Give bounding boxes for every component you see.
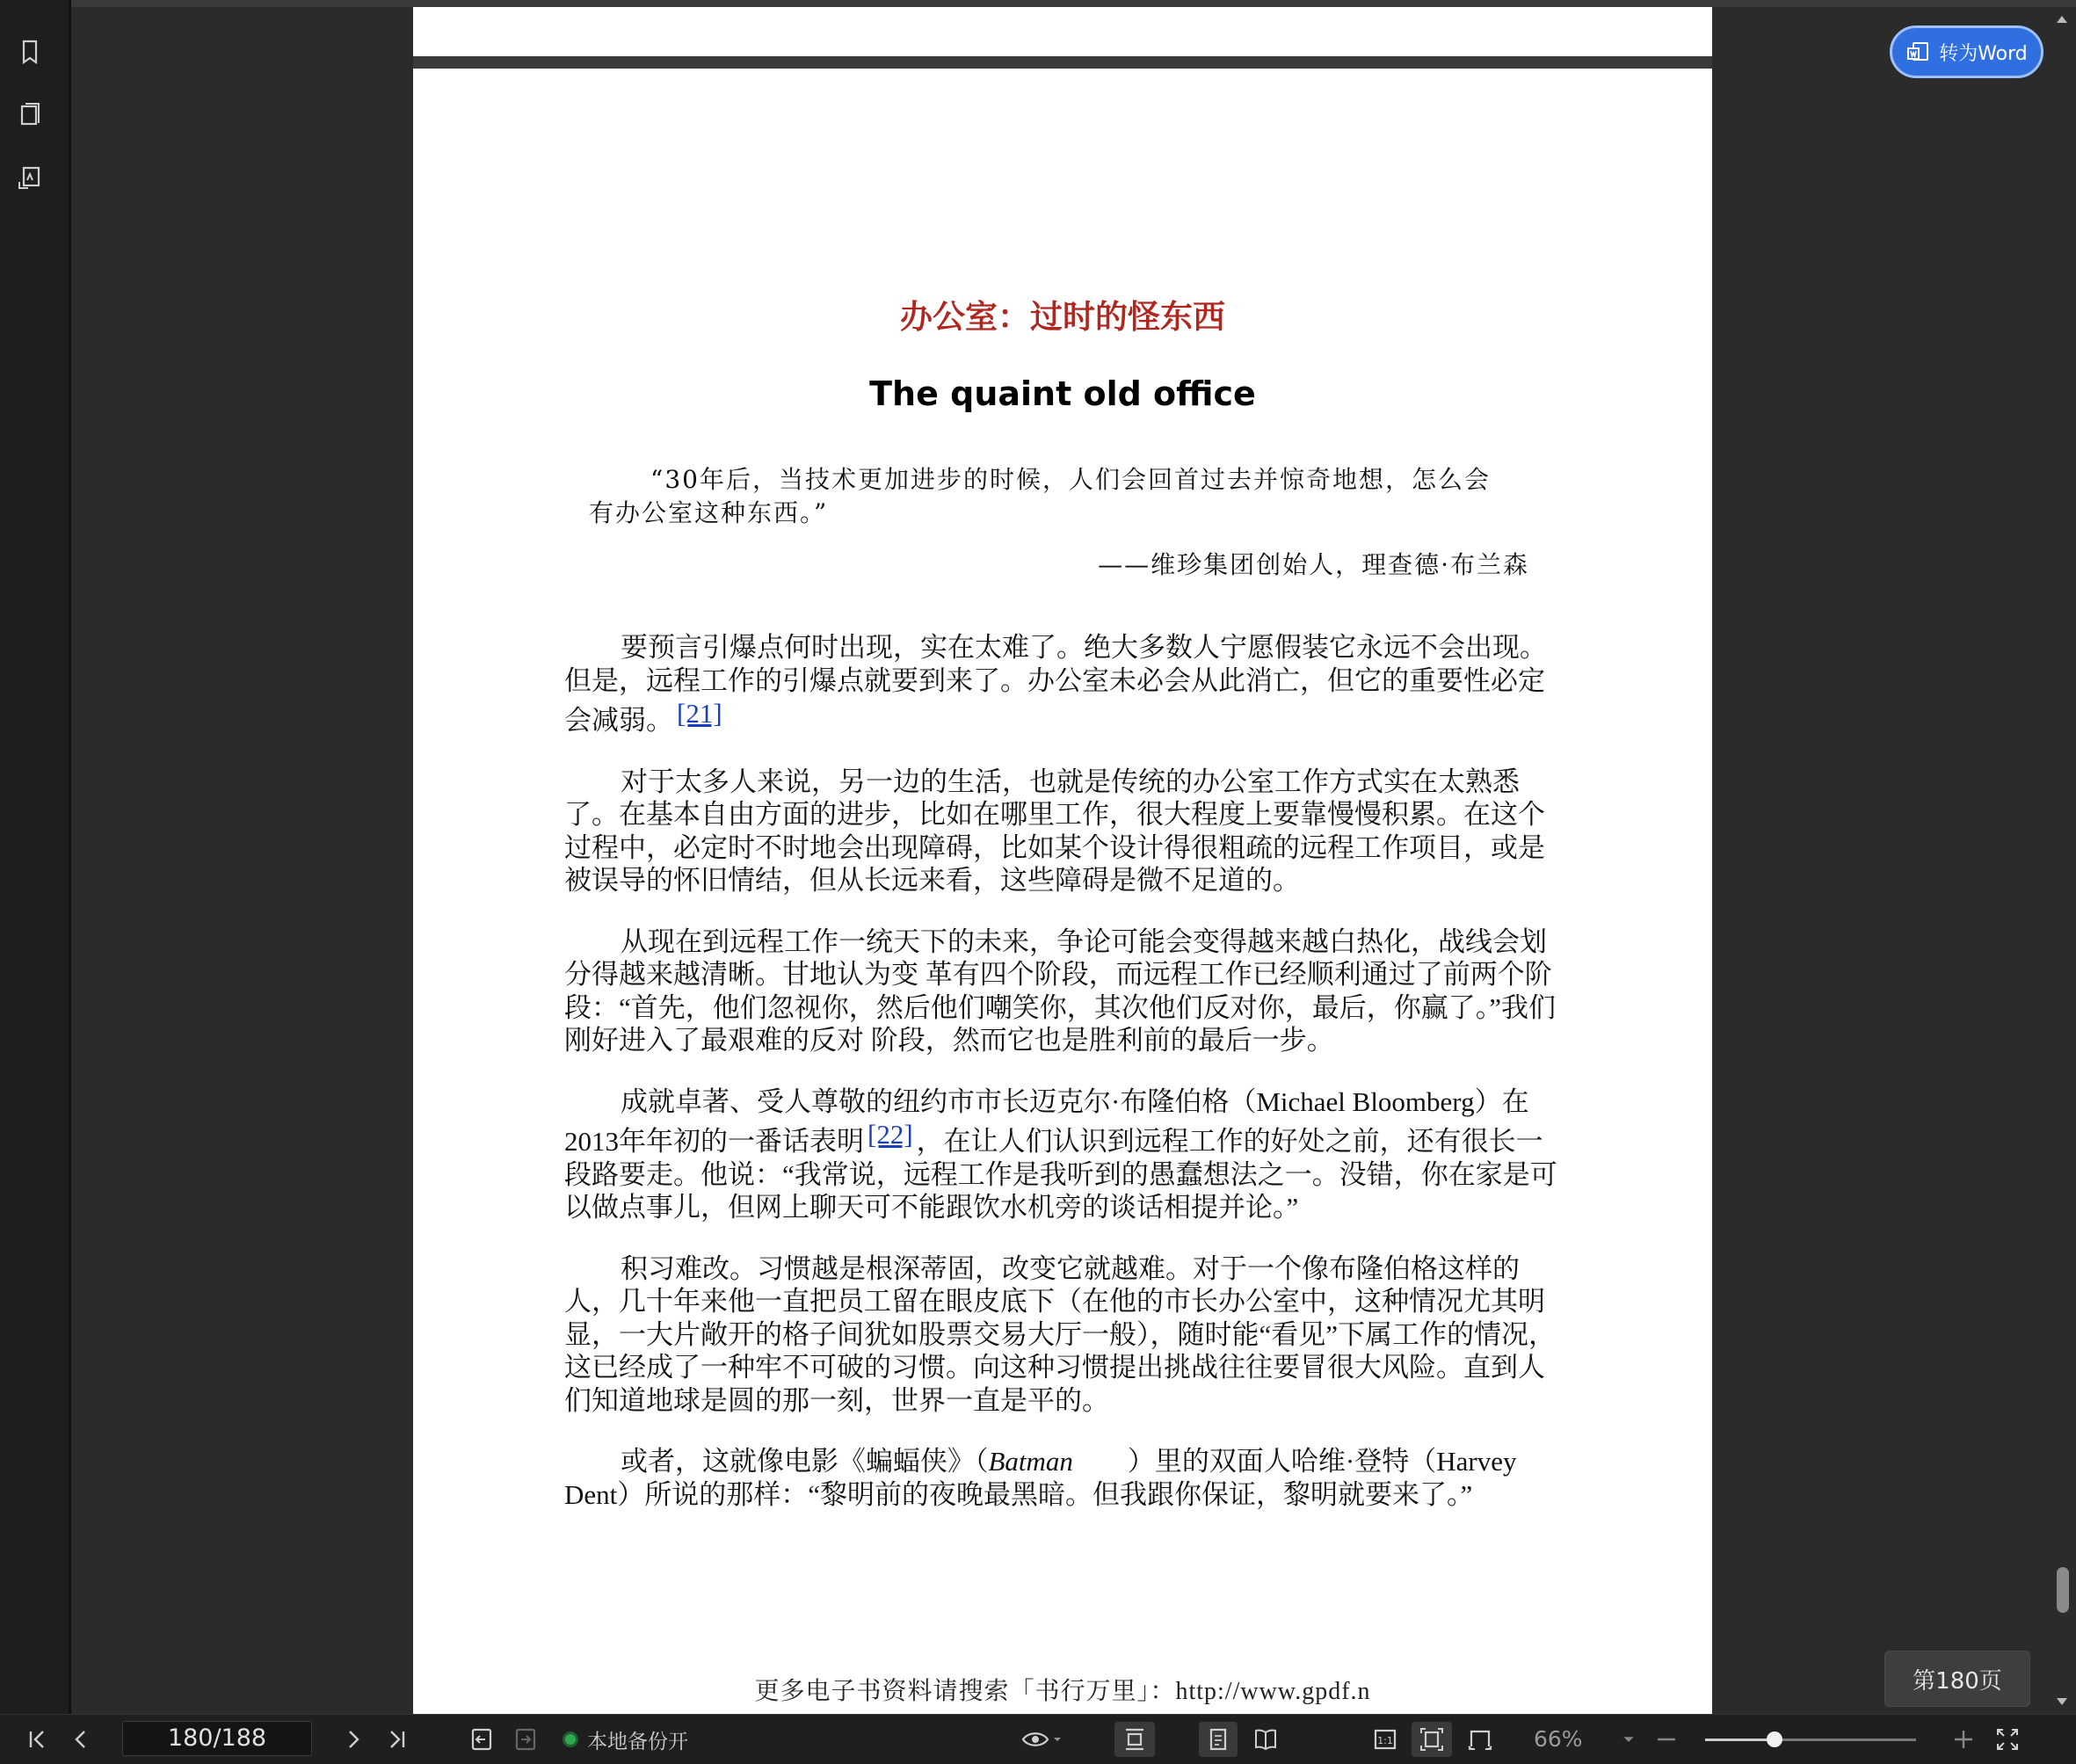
back-icon[interactable] (464, 1722, 499, 1757)
paragraph: 或者，这就像电影《蝙蝠侠》（Batman ）里的双面人哈维·登特（Harvey Dent）所说的那样：“黎明前的夜晚最黑暗。但我跟你保证，黎明就要来了。” (564, 1446, 1517, 1510)
single-page-icon[interactable] (1199, 1722, 1238, 1757)
backup-status-dot (563, 1731, 578, 1747)
window-top-strip (0, 0, 2076, 7)
chapter-title-en: The quaint old office (869, 374, 1256, 413)
vertical-scrollbar[interactable] (2048, 7, 2076, 1714)
local-backup-status[interactable] (563, 1722, 688, 1757)
paragraph: 要预言引爆点何时出现，实在太难了。绝大多数人宁愿假装它永远不会出现。但是，远程工作的引爆点就要到来了。办公室未必会从此消亡，但它的重要性必定会减弱。 [21] (564, 632, 1547, 736)
scroll-up-icon[interactable] (2057, 16, 2067, 23)
last-page-icon[interactable] (380, 1722, 415, 1757)
paragraph: 对于太多人来说，另一边的生活，也就是传统的办公室工作方式实在太熟悉了。在基本自由方面的进步，比如在哪里工作，很大程度上要靠慢慢积累。在这个过程中，必定时不时地会出现障碍，比如某个设计得很粗疏的远程工作项目，或是被误导的怀旧情结，但从长远来看，这些障碍是微不足道的。 (564, 766, 1545, 896)
previous-page-edge (413, 7, 1712, 69)
backup-label: 本地备份开 (587, 1730, 688, 1753)
svg-text:1:1: 1:1 (1377, 1735, 1393, 1746)
continuous-icon[interactable] (1114, 1722, 1155, 1757)
next-page-icon[interactable] (336, 1722, 371, 1757)
annotation-icon[interactable] (13, 162, 47, 195)
zoom-level[interactable]: 66% (1534, 1726, 1583, 1752)
fit-page-icon[interactable] (1412, 1722, 1452, 1757)
convert-to-word-label: 转为Word (1939, 42, 2028, 65)
actual-size-icon[interactable] (1366, 1722, 1405, 1757)
footnote-link[interactable]: [22] (867, 1119, 913, 1150)
eye-icon[interactable] (1016, 1722, 1065, 1757)
zoom-out-icon[interactable] (1649, 1722, 1684, 1757)
scroll-thumb[interactable] (2057, 1567, 2069, 1613)
first-page-icon[interactable] (19, 1722, 54, 1757)
fit-width-icon[interactable] (1461, 1722, 1499, 1757)
page-number-input[interactable]: 180/188 (122, 1721, 312, 1756)
thumbnail-icon[interactable] (13, 98, 47, 132)
zoom-in-icon[interactable] (1946, 1722, 1981, 1757)
double-page-icon[interactable] (1246, 1722, 1285, 1757)
zoom-dropdown-icon[interactable] (1615, 1722, 1642, 1757)
body-text (564, 631, 1557, 1539)
page-number-badge: 第180页 (1884, 1651, 2030, 1707)
zoom-slider[interactable] (1705, 1739, 1916, 1741)
prev-page-icon[interactable] (63, 1722, 98, 1757)
bookmark-icon[interactable] (13, 35, 47, 69)
left-sidebar (0, 0, 71, 1714)
bottom-toolbar (0, 1714, 2076, 1764)
chapter-title-cn: 办公室：过时的怪东西 (900, 298, 1225, 336)
forward-icon[interactable] (508, 1722, 543, 1757)
footnote-link[interactable]: [21] (677, 698, 722, 729)
epigraph-attribution: ——维珍集团创始人，理查德·布兰森 (1098, 550, 1529, 579)
convert-to-word-button[interactable] (1890, 25, 2043, 78)
paragraph: 从现在到远程工作一统天下的未来，争论可能会变得越来越白热化，战线会划分得越来越清晰。甘地认为变 革有四个阶段，而远程工作已经顺利通过了前两个阶段：“首先，他们忽视你，然后他们嘲笑你，其次他们反对你，最后，你赢了。”我们刚好进入了最艰难的反对 阶段，然而它也是胜利前的最后一步。 (564, 926, 1557, 1056)
paragraph: 成就卓著、受人尊敬的纽约市市长迈克尔·布隆伯格（Michael Bloomberg）在2013年年初的一番话表明 [22] ，在让人们认识到远程工作的好处之前，还有很长一段路要走。他说：“我常说，远程工作是我听到的愚蠢想法之一。没错，你在家是可以做点事儿，但网上聊天可不能跟饮水机旁的谈话相提并论。” (564, 1085, 1557, 1223)
fullscreen-icon[interactable] (1990, 1722, 2025, 1757)
document-page[interactable] (413, 69, 1712, 1714)
zoom-slider-knob[interactable] (1767, 1731, 1782, 1747)
paragraph: 积习难改。习惯越是根深蒂固，改变它就越难。对于一个像布隆伯格这样的人，几十年来他一直把员工留在眼皮底下（在他的市长办公室中，这种情况尤其明显，一大片敞开的格子间犹如股票交易大厅一般），随时能“看见”下属工作的情况，这已经成了一种牢不可破的习惯。向这种习惯提出挑战往往要冒很大风险。直到人们知道地球是圆的那一刻，世界一直是平的。 (564, 1252, 1557, 1416)
epigraph-quote: “30年后，当技术更加进步的时候，人们会回首过去并惊奇地想，怎么会有办公室这种东西。” (589, 465, 1491, 527)
page-footer: 更多电子书资料请搜索「书行万里」：http://www.gpdf.n (754, 1678, 1371, 1705)
zoom-slider-fill (1705, 1739, 1775, 1741)
scroll-down-icon[interactable] (2057, 1698, 2067, 1705)
word-convert-icon (1905, 39, 1932, 65)
